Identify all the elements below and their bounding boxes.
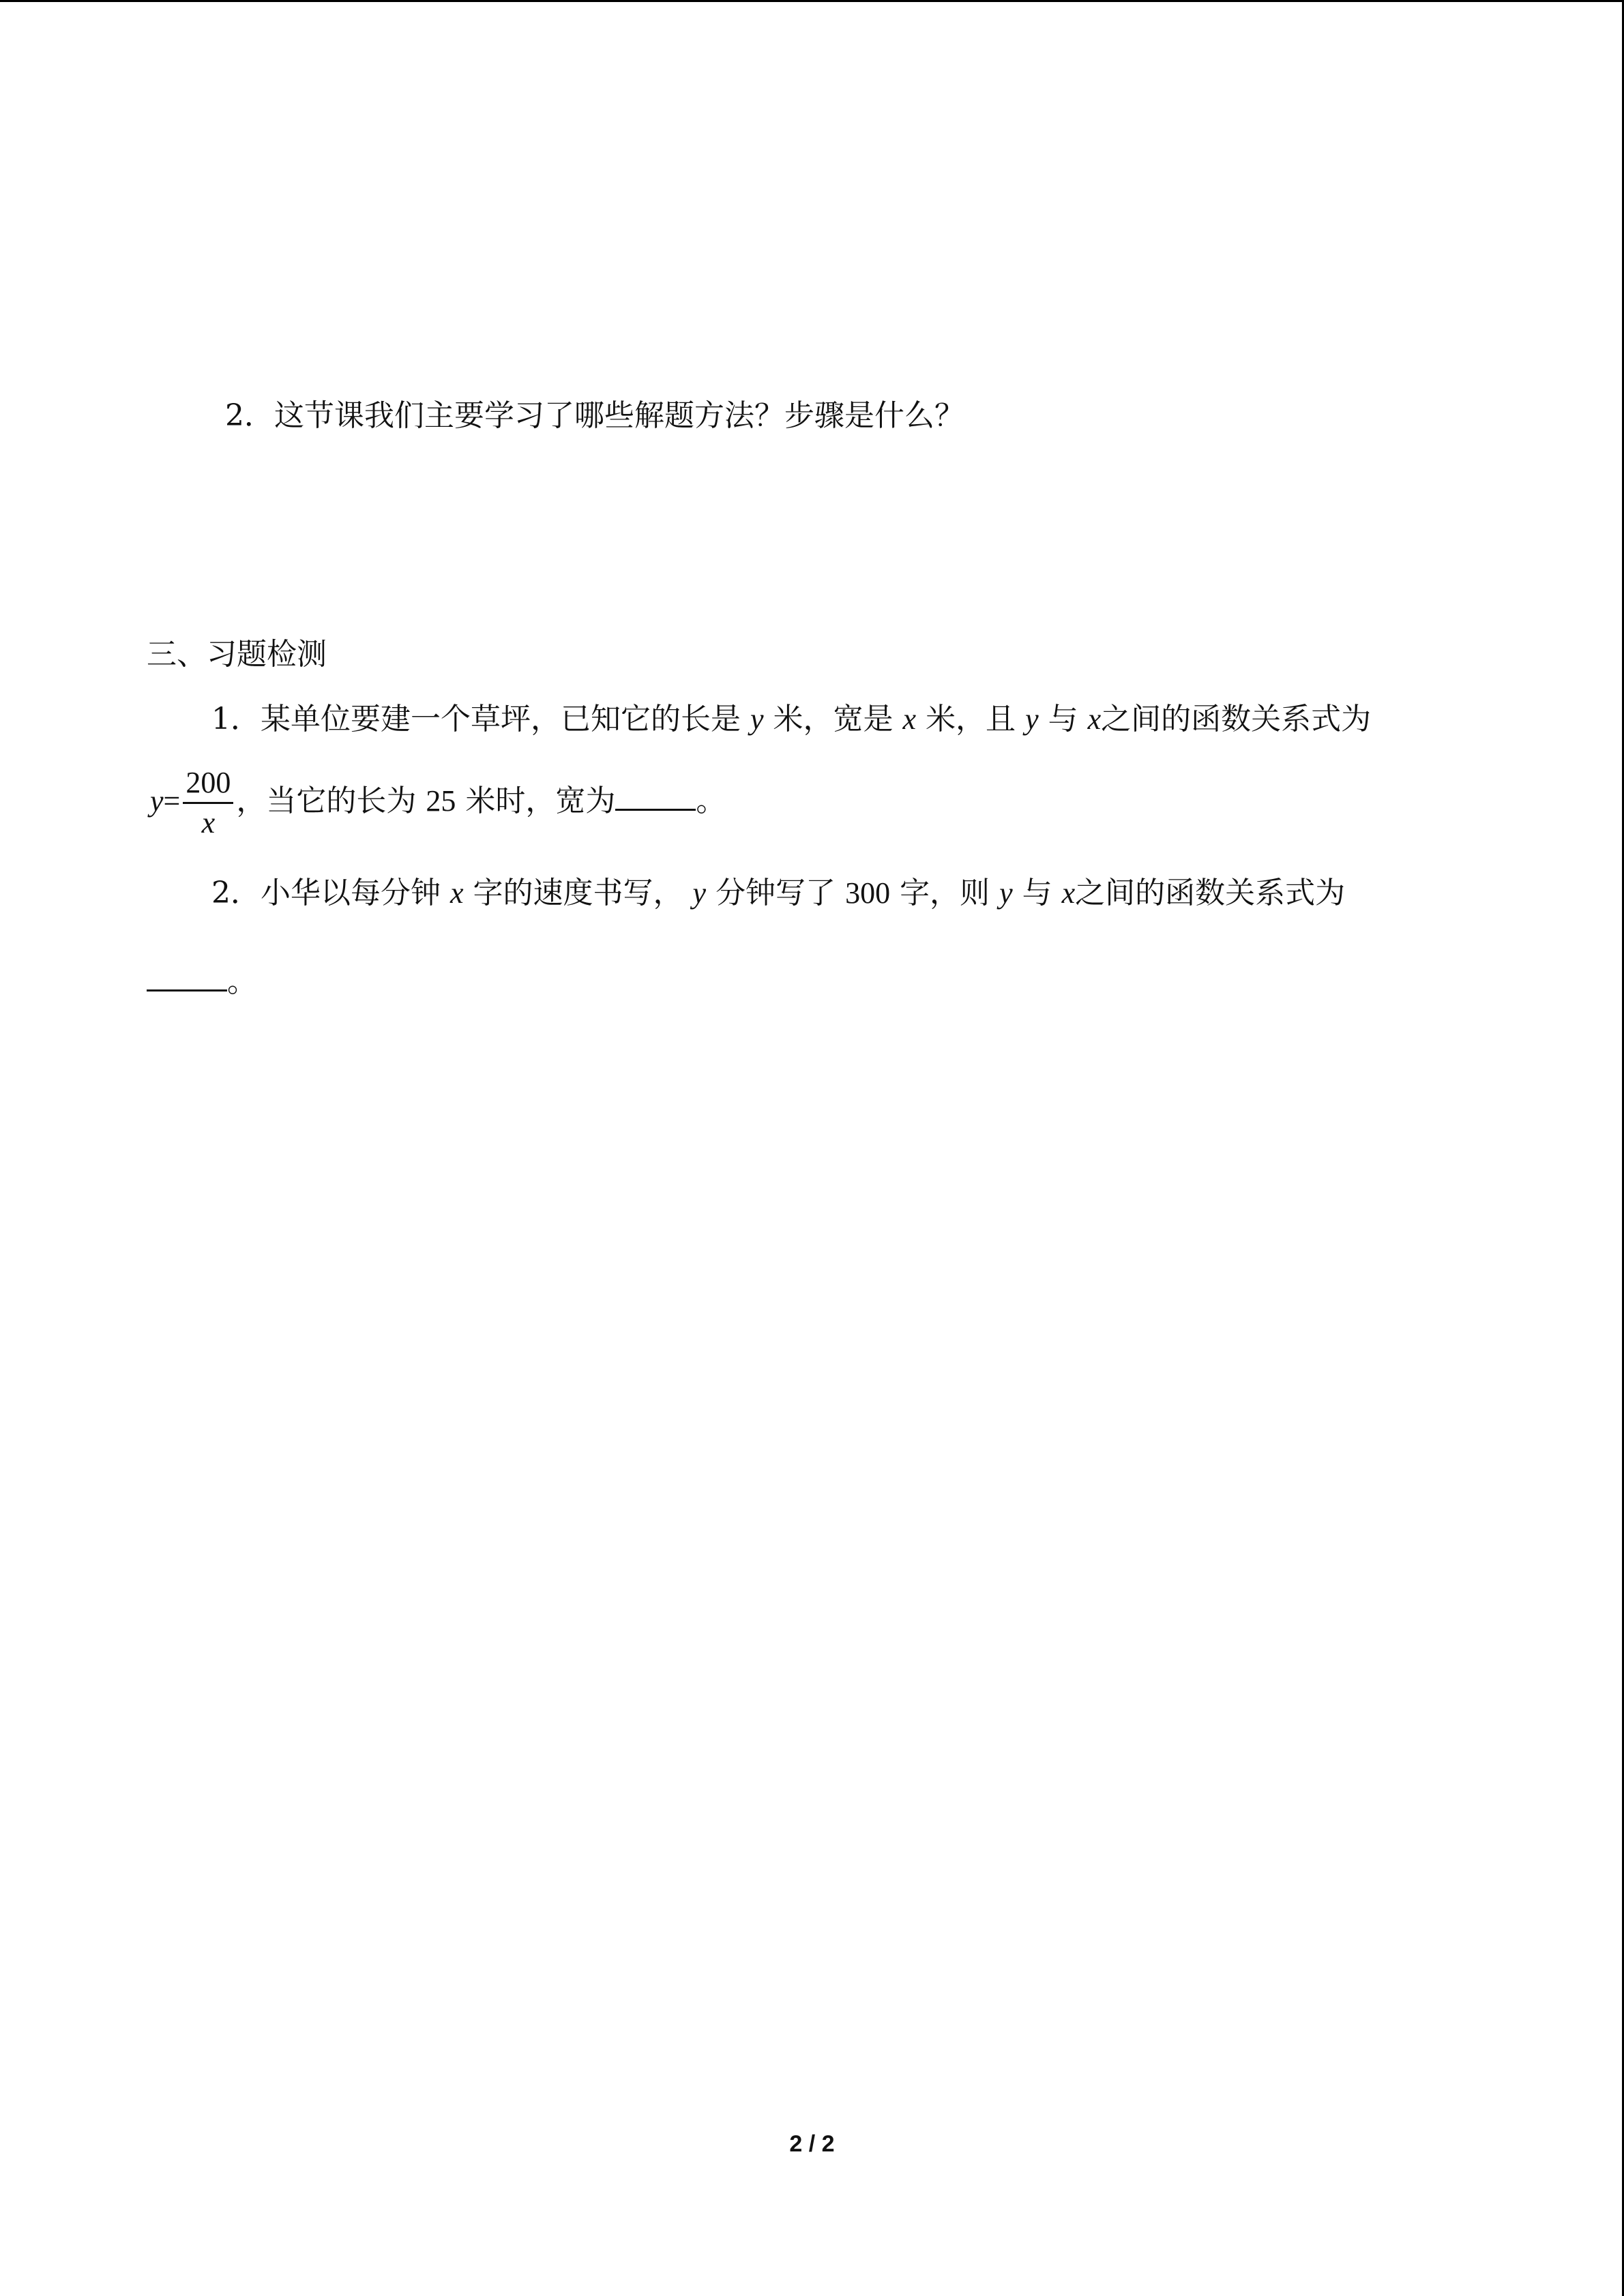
exercise-2-end: 。 (227, 964, 257, 999)
count-value: 300 (845, 876, 891, 910)
variable-y: y (750, 702, 764, 736)
variable-y: y (692, 876, 707, 910)
exercise-1-text-b: 米，宽是 (773, 702, 894, 736)
variable-x: x (1061, 876, 1076, 910)
exercise-2-text-b: 字的速度书写， (473, 876, 683, 910)
exercise-2-text-d: 字，则 (900, 876, 990, 910)
fraction-numerator: 200 (183, 764, 233, 804)
exercise-1-text-f: ，当它的长为 (236, 784, 417, 818)
answer-blank (147, 962, 227, 992)
variable-x: x (450, 876, 464, 910)
exercise-2-text-e: 与 (1022, 876, 1052, 910)
exercise-1-text-d: 与 (1048, 702, 1078, 736)
exercise-2-text-f: 之间的函数关系式为 (1075, 876, 1346, 910)
exercise-2-line-1 (211, 873, 1345, 914)
variable-x: x (902, 702, 917, 736)
summary-question-2 (225, 396, 964, 436)
variable-y: y (999, 876, 1013, 910)
exercise-1-line-1 (211, 699, 1371, 740)
section-heading-text: 三、习题检测 (147, 637, 327, 672)
formula-y: y (150, 784, 164, 818)
fraction-denominator: x (201, 806, 216, 839)
answer-blank (615, 781, 696, 811)
exercise-1-text-a: 1．某单位要建一个草坪，已知它的长是 (211, 702, 741, 736)
length-value: 25 (426, 784, 456, 818)
page-top-border (0, 0, 1624, 2)
exercise-2-text-c: 分钟写了 (715, 876, 836, 910)
page-number: 2 / 2 (789, 2131, 835, 2157)
section-heading (147, 634, 327, 675)
formula-equals: = (163, 784, 181, 818)
exercise-2-line-2 (147, 961, 257, 1002)
exercise-1-text-c: 米，且 (926, 702, 1016, 736)
fraction-200-over-x (183, 764, 233, 842)
variable-y: y (1025, 702, 1039, 736)
exercise-1-line-2 (150, 764, 726, 842)
exercise-1-text-g: 米时，宽为 (465, 784, 616, 818)
summary-question-2-text: 2．这节课我们主要学习了哪些解题方法？步骤是什么？ (225, 398, 964, 433)
exercise-2-text-a: 2．小华以每分钟 (211, 876, 441, 910)
exercise-1-end: 。 (696, 784, 726, 818)
variable-x: x (1087, 702, 1102, 736)
exercise-1-text-e: 之间的函数关系式为 (1101, 702, 1372, 736)
